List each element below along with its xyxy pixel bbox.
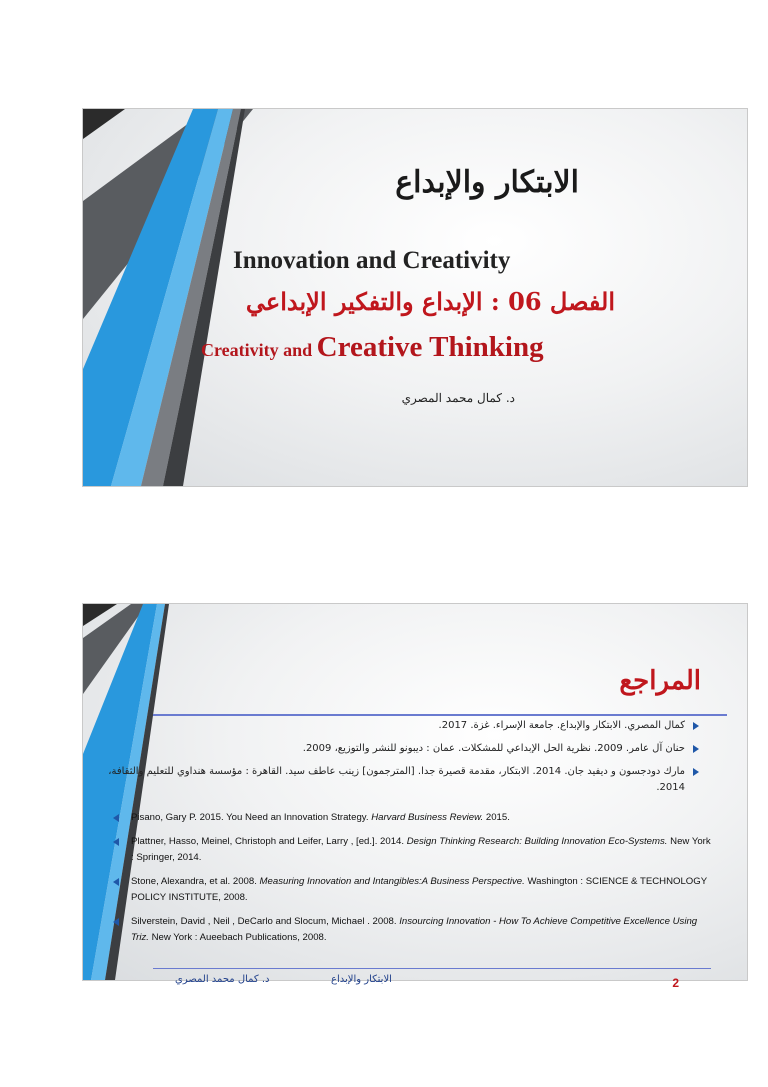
bullet-arrow-icon [113, 878, 119, 886]
arabic-chapter-title: الفصل 06 : الإبداع والتفكير الإبداعي [245, 287, 615, 316]
arabic-references-list [101, 718, 701, 803]
footer-divider [153, 968, 711, 969]
english-title: Innovation and Creativity [233, 247, 511, 274]
bullet-arrow-icon [693, 722, 699, 730]
footer-author: د. كمال محمد المصري [175, 974, 270, 985]
list-item: مارك دودجسون و ديفيد جان. 2014. الابتكار، مقدمة قصيرة جدا. [المترجمون] زينب عاطف سيد. القاهرة : مؤسسة هنداوي للتعليم والثقافة، 2014. [101, 764, 701, 796]
english-references-list [107, 810, 715, 954]
english-chapter-small: Creativity and [201, 340, 317, 360]
title-slide [82, 108, 748, 487]
author-name: د. كمال محمد المصري [401, 391, 515, 405]
list-item: Pisano, Gary P. 2015. You Need an Innovation Strategy. Harvard Business Review. 2015. [107, 810, 715, 826]
bullet-arrow-icon [113, 838, 119, 846]
english-chapter-big: Creative Thinking [316, 331, 544, 363]
list-item: Stone, Alexandra, et al. 2008. Measuring Innovation and Intangibles:A Business Perspective. Washington : SCIENCE & TECHNOLOGY POLICY INSTITUTE, 2008. [107, 874, 715, 906]
bullet-arrow-icon [693, 745, 699, 753]
arabic-title: الابتكار والإبداع [395, 165, 579, 200]
bullet-arrow-icon [113, 814, 119, 822]
list-item: Silverstein, David , Neil , DeCarlo and Slocum, Michael . 2008. Insourcing Innovation - How To Achieve Competitive Excellence Using Triz. New York : Aueebach Publications, 2008. [107, 914, 715, 946]
references-slide [82, 603, 748, 990]
list-item: Plattner, Hasso, Meinel, Christoph and Leifer, Larry , [ed.]. 2014. Design Thinking Research: Building Innovation Eco-Systems. New York : Springer, 2014. [107, 834, 715, 866]
list-item: حنان آل عامر. 2009. نظرية الحل الإبداعي للمشكلات. عمان : ديبونو للنشر والتوزيع، 2009. [101, 741, 701, 757]
heading-divider [153, 714, 727, 716]
bullet-arrow-icon [113, 918, 119, 926]
page-number: 2 [672, 976, 679, 990]
references-heading: المراجع [619, 666, 701, 696]
english-chapter-title [201, 331, 544, 364]
list-item: كمال المصري. الابتكار والإبداع. جامعة الإسراء. غزة. 2017. [101, 718, 701, 734]
footer-course-title: الابتكار والإبداع [331, 974, 392, 985]
bullet-arrow-icon [693, 768, 699, 776]
